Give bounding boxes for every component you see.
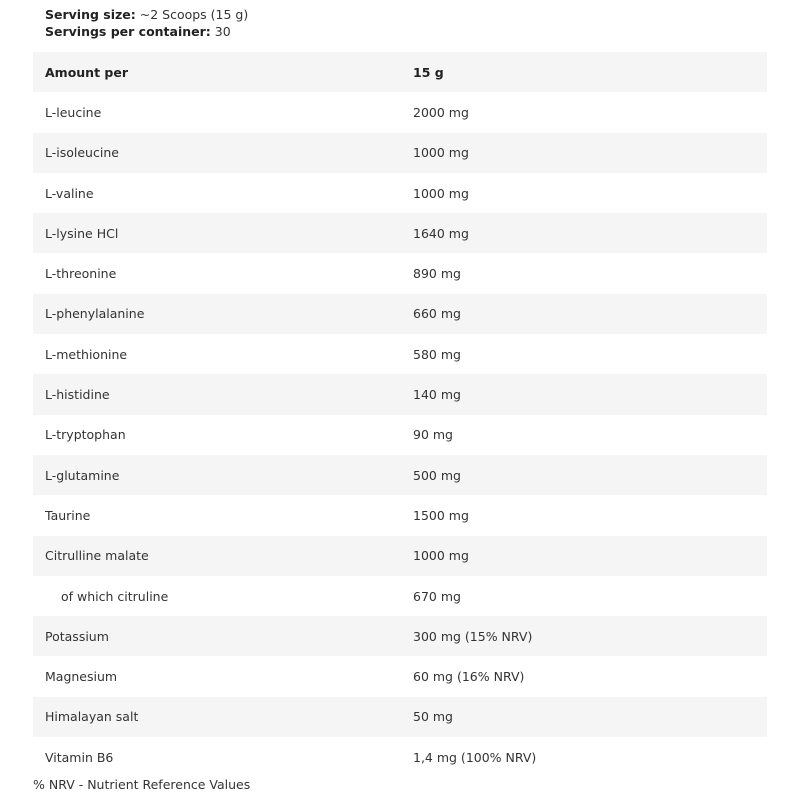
table-row [33, 576, 767, 616]
table-row [33, 415, 767, 455]
servings-per-container-line [45, 23, 248, 40]
ingredient-name: Vitamin B6 [45, 749, 114, 765]
nrv-footnote: % NRV - Nutrient Reference Values [33, 777, 251, 792]
table-row [33, 92, 767, 132]
table-row [33, 697, 767, 737]
ingredient-name: L-tryptophan [45, 427, 126, 443]
nutrition-table [33, 52, 767, 777]
table-row [33, 616, 767, 656]
ingredient-amount: 140 mg [413, 387, 461, 403]
ingredient-name: L-valine [45, 185, 94, 201]
serving-info [45, 6, 248, 40]
ingredient-name: L-threonine [45, 266, 117, 282]
ingredient-amount: 1000 mg [413, 145, 469, 161]
ingredient-amount: 2000 mg [413, 104, 469, 120]
table-row [33, 455, 767, 495]
table-header-row [33, 52, 767, 92]
ingredient-name: L-isoleucine [45, 145, 119, 161]
ingredient-amount: 1000 mg [413, 548, 469, 564]
table-row [33, 374, 767, 414]
table-row [33, 656, 767, 696]
serving-size-value: ~2 Scoops (15 g) [135, 7, 249, 22]
ingredient-name: of which citruline [61, 588, 169, 604]
ingredient-name: Taurine [45, 507, 91, 523]
table-row [33, 213, 767, 253]
serving-size-label: Serving size: [45, 7, 136, 22]
ingredient-amount: 660 mg [413, 306, 461, 322]
ingredient-name: Citrulline malate [45, 548, 149, 564]
ingredient-amount: 50 mg [413, 709, 453, 725]
ingredient-name: L-glutamine [45, 467, 120, 483]
ingredient-name: L-methionine [45, 346, 128, 362]
table-row [33, 495, 767, 535]
servings-per-container-value: 30 [210, 24, 231, 39]
ingredient-amount: 890 mg [413, 266, 461, 282]
ingredient-name: L-lysine HCl [45, 225, 119, 241]
ingredient-amount: 1500 mg [413, 507, 469, 523]
servings-per-container-label: Servings per container: [45, 24, 211, 39]
ingredient-amount: 1000 mg [413, 185, 469, 201]
ingredient-amount: 60 mg (16% NRV) [413, 669, 525, 685]
ingredient-amount: 580 mg [413, 346, 461, 362]
ingredient-name: L-leucine [45, 104, 102, 120]
table-row [33, 133, 767, 173]
ingredient-amount: 1,4 mg (100% NRV) [413, 749, 537, 765]
ingredient-name: Potassium [45, 628, 109, 644]
header-name-cell: Amount per [45, 64, 129, 80]
table-row [33, 737, 767, 777]
table-row [33, 173, 767, 213]
serving-size-line [45, 6, 248, 23]
ingredient-amount: 670 mg [413, 588, 461, 604]
table-row [33, 294, 767, 334]
table-row [33, 536, 767, 576]
ingredient-name: L-phenylalanine [45, 306, 145, 322]
table-row [33, 334, 767, 374]
ingredient-amount: 300 mg (15% NRV) [413, 628, 533, 644]
ingredient-amount: 500 mg [413, 467, 461, 483]
ingredient-name: Himalayan salt [45, 709, 139, 725]
ingredient-amount: 90 mg [413, 427, 453, 443]
header-value-cell: 15 g [413, 64, 444, 80]
table-row [33, 253, 767, 293]
ingredient-amount: 1640 mg [413, 225, 469, 241]
ingredient-name: Magnesium [45, 669, 118, 685]
ingredient-name: L-histidine [45, 387, 110, 403]
